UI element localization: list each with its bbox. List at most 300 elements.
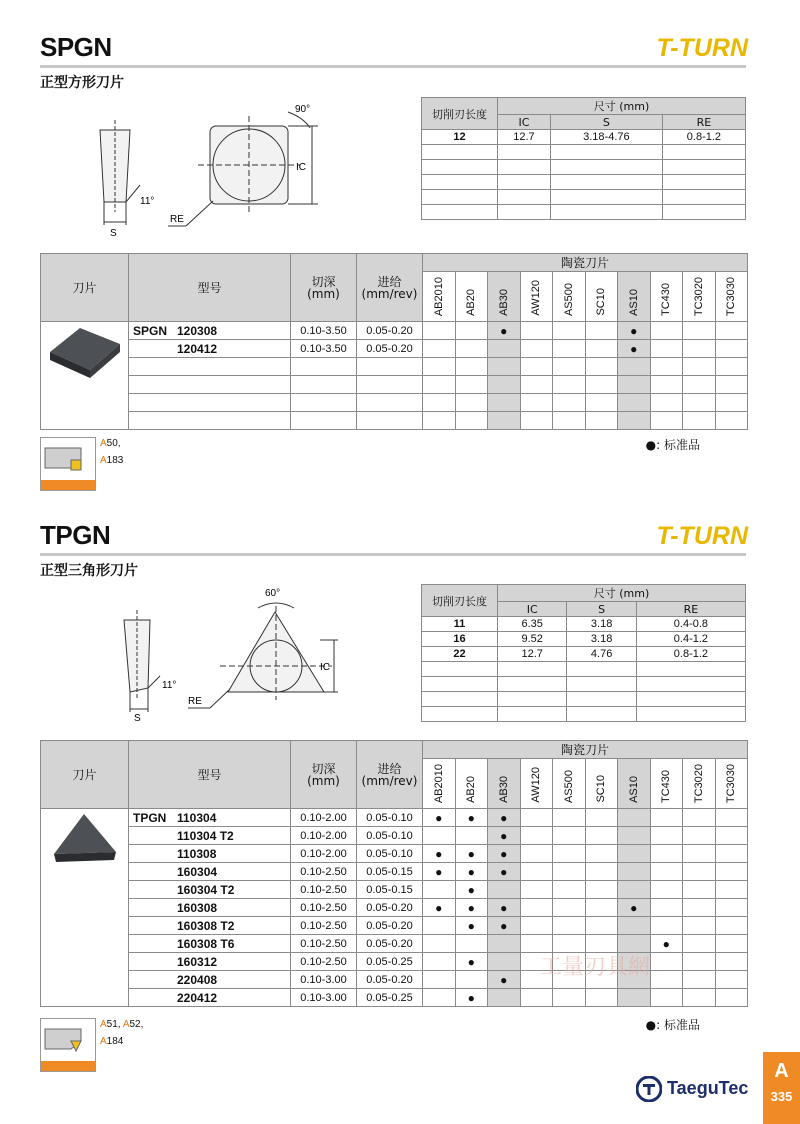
grade-mark-sc10 <box>585 899 618 917</box>
empty-cell <box>455 394 488 412</box>
re-label: RE <box>188 696 202 707</box>
spgn-insert-diagram <box>90 100 330 240</box>
empty-cell <box>662 145 745 160</box>
empty-cell <box>423 394 456 412</box>
grade-header-ab20 <box>455 272 488 322</box>
grade-label: SC10 <box>595 288 608 316</box>
dim-row-empty <box>422 160 746 175</box>
empty-cell <box>422 190 498 205</box>
header-re: RE <box>636 602 745 617</box>
empty-cell <box>498 175 551 190</box>
header-re: RE <box>662 115 745 130</box>
grade-mark-sc10 <box>585 827 618 845</box>
holder-reference-pages <box>100 1016 143 1050</box>
header-depth: 切深 (mm) <box>291 741 357 809</box>
grade-mark-tc430: ● <box>650 935 683 953</box>
section-subtitle: 正型三角形刀片 <box>40 563 138 579</box>
grade-mark-ab2010 <box>423 953 456 971</box>
grade-row-empty <box>41 376 748 394</box>
ic-cell: 6.35 <box>498 617 567 632</box>
model-cell <box>129 917 291 935</box>
grade-mark-ab20: ● <box>455 899 488 917</box>
page-number: 335 <box>770 1089 793 1104</box>
header-feed: 进给 (mm/rev) <box>357 254 423 322</box>
s-cell: 3.18-4.76 <box>550 130 662 145</box>
feed-cell: 0.05-0.20 <box>357 340 423 358</box>
grade-mark-ab30 <box>488 935 521 953</box>
grade-mark-aw120 <box>520 881 553 899</box>
depth-cell: 0.10-3.00 <box>291 989 357 1007</box>
dim-rows <box>422 130 746 220</box>
grade-mark-ab30: ● <box>488 809 521 827</box>
grade-mark-aw120 <box>520 809 553 827</box>
grade-mark-ab30 <box>488 989 521 1007</box>
empty-cell <box>129 376 291 394</box>
section-title: TPGN <box>40 520 111 550</box>
header-depth: 切深 (mm) <box>291 254 357 322</box>
grade-mark-as10 <box>618 827 651 845</box>
ref-letter: A <box>122 1019 130 1030</box>
grade-mark-tc3020 <box>683 935 716 953</box>
model-cell <box>129 881 291 899</box>
grade-mark-ab2010 <box>423 881 456 899</box>
re-cell: 0.8-1.2 <box>636 647 745 662</box>
grade-label: AS10 <box>627 289 640 316</box>
empty-cell <box>585 394 618 412</box>
grade-mark-aw120 <box>520 340 553 358</box>
ref-page: 184 <box>106 1036 124 1047</box>
header-ic: IC <box>498 602 567 617</box>
model-cell <box>129 953 291 971</box>
t-turn-logo: T-TURN <box>656 522 748 550</box>
empty-cell <box>553 394 586 412</box>
grade-mark-ab20: ● <box>455 953 488 971</box>
dim-row-empty <box>422 707 746 722</box>
dim-row <box>422 647 746 662</box>
empty-cell <box>715 358 748 376</box>
empty-cell <box>423 376 456 394</box>
header-insert: 刀片 <box>41 254 129 322</box>
watermark: 工量刃具網 <box>540 955 651 980</box>
grade-header-ab30 <box>488 272 521 322</box>
grade-header-sc10 <box>585 272 618 322</box>
grade-mark-as500 <box>553 827 586 845</box>
grade-mark-ab30: ● <box>488 863 521 881</box>
empty-cell <box>129 394 291 412</box>
grade-label: TC3020 <box>692 276 705 316</box>
model-code: 160312 <box>177 954 218 969</box>
grade-row <box>41 917 748 935</box>
grade-mark-ab2010 <box>423 989 456 1007</box>
grade-mark-ab30: ● <box>488 917 521 935</box>
grade-header-tc430 <box>650 272 683 322</box>
dim-row-empty <box>422 190 746 205</box>
grade-mark-sc10 <box>585 845 618 863</box>
grade-header-ab20 <box>455 759 488 809</box>
tpgn-insert-image <box>48 810 120 870</box>
grade-mark-tc430 <box>650 322 683 340</box>
empty-cell <box>455 376 488 394</box>
model-cell <box>129 971 291 989</box>
empty-cell <box>455 412 488 430</box>
dim-row-empty <box>422 175 746 190</box>
grade-mark-tc430 <box>650 917 683 935</box>
grade-label: AS500 <box>562 769 575 803</box>
empty-cell <box>422 205 498 220</box>
empty-cell <box>553 376 586 394</box>
holder-reference-icon <box>40 1018 96 1072</box>
grade-mark-as500 <box>553 322 586 340</box>
grade-row <box>41 899 748 917</box>
empty-cell <box>636 692 745 707</box>
empty-cell <box>291 394 357 412</box>
grade-mark-ab20: ● <box>455 917 488 935</box>
grade-mark-ab20: ● <box>455 881 488 899</box>
dim-row <box>422 632 746 647</box>
ref-letter: A <box>100 1036 107 1047</box>
grade-header-as10 <box>618 759 651 809</box>
empty-cell <box>550 175 662 190</box>
empty-cell <box>715 412 748 430</box>
ref-letter: A <box>100 438 107 449</box>
empty-cell <box>291 412 357 430</box>
grade-label: AB20 <box>465 289 478 316</box>
grade-label: AB2010 <box>432 276 445 316</box>
grade-mark-tc3030 <box>715 322 748 340</box>
grade-mark-tc3030 <box>715 827 748 845</box>
holder-reference-pages <box>100 435 123 469</box>
empty-cell <box>585 376 618 394</box>
grade-mark-aw120 <box>520 845 553 863</box>
grade-header <box>41 741 748 809</box>
empty-cell <box>498 662 567 677</box>
grade-mark-tc3020 <box>683 971 716 989</box>
empty-cell <box>662 160 745 175</box>
grade-mark-aw120 <box>520 827 553 845</box>
depth-cell: 0.10-3.50 <box>291 340 357 358</box>
feed-cell: 0.05-0.10 <box>357 809 423 827</box>
grade-mark-as10: ● <box>618 340 651 358</box>
empty-cell <box>488 376 521 394</box>
model-code: 110304 <box>177 810 217 825</box>
grade-rows <box>41 322 748 430</box>
empty-cell <box>422 677 498 692</box>
brand-name: TaeguTec <box>667 1077 749 1098</box>
grade-header-tc430 <box>650 759 683 809</box>
cutting-length-cell: 22 <box>422 647 498 662</box>
ref-letter: A <box>100 1019 107 1030</box>
empty-cell <box>636 707 745 722</box>
dim-row-empty <box>422 662 746 677</box>
grade-label: TC430 <box>660 282 673 316</box>
title-rule <box>40 65 746 68</box>
grade-mark-as500 <box>553 809 586 827</box>
taegutec-brand <box>636 1076 748 1102</box>
t-turn-logo: T-TURN <box>656 34 748 62</box>
grade-row-empty <box>41 412 748 430</box>
grade-label: TC430 <box>660 769 673 803</box>
empty-cell <box>550 190 662 205</box>
header-s: S <box>550 115 662 130</box>
model-code: 160308 <box>177 900 218 915</box>
grade-mark-aw120 <box>520 863 553 881</box>
empty-cell <box>567 707 636 722</box>
empty-cell <box>683 394 716 412</box>
empty-cell <box>567 692 636 707</box>
header-ceramic: 陶瓷刀片 <box>423 741 748 759</box>
empty-cell <box>498 707 567 722</box>
grade-mark-ab20: ● <box>455 863 488 881</box>
angle-label: 90° <box>295 104 311 115</box>
empty-cell <box>422 160 498 175</box>
ic-cell: 12.7 <box>498 130 551 145</box>
empty-cell <box>291 358 357 376</box>
grade-mark-as500 <box>553 917 586 935</box>
model-cell <box>129 827 291 845</box>
grade-mark-ab30 <box>488 881 521 899</box>
grade-mark-tc430 <box>650 971 683 989</box>
re-label: RE <box>170 214 184 225</box>
grade-row-empty <box>41 394 748 412</box>
empty-cell <box>357 394 423 412</box>
empty-cell <box>650 376 683 394</box>
grade-mark-ab30 <box>488 953 521 971</box>
grade-label: AB2010 <box>432 763 445 803</box>
grade-mark-tc430 <box>650 845 683 863</box>
header-model: 型号 <box>129 254 291 322</box>
grade-mark-tc3030 <box>715 971 748 989</box>
holder-reference-icon <box>40 437 96 491</box>
empty-cell <box>650 412 683 430</box>
grade-mark-tc430 <box>650 899 683 917</box>
grade-mark-as10 <box>618 845 651 863</box>
grade-mark-ab2010: ● <box>423 845 456 863</box>
legend-standard: ●: 标准品 <box>645 1018 700 1032</box>
grade-row <box>41 322 748 340</box>
grade-mark-ab30: ● <box>488 322 521 340</box>
grade-mark-as10 <box>618 917 651 935</box>
dim-rows <box>422 617 746 722</box>
grade-label: TC3020 <box>692 763 705 803</box>
grade-mark-tc3030 <box>715 845 748 863</box>
grade-row <box>41 989 748 1007</box>
empty-cell <box>553 358 586 376</box>
header-ceramic: 陶瓷刀片 <box>423 254 748 272</box>
grade-mark-as500 <box>553 881 586 899</box>
grade-mark-ab2010 <box>423 322 456 340</box>
grade-label: AW120 <box>530 280 543 316</box>
cutting-length-cell: 16 <box>422 632 498 647</box>
grade-row <box>41 827 748 845</box>
grade-mark-tc430 <box>650 340 683 358</box>
grade-mark-ab2010 <box>423 827 456 845</box>
dim-row-empty <box>422 692 746 707</box>
model-code: 160308 T2 <box>177 918 235 933</box>
re-cell: 0.8-1.2 <box>662 130 745 145</box>
empty-cell <box>550 145 662 160</box>
empty-cell <box>422 145 498 160</box>
header-cutting-length: 切削刃长度 <box>422 98 498 130</box>
grade-mark-ab20: ● <box>455 845 488 863</box>
grade-mark-tc3020 <box>683 881 716 899</box>
grade-header-sc10 <box>585 759 618 809</box>
empty-cell <box>683 358 716 376</box>
grade-mark-tc430 <box>650 809 683 827</box>
grade-mark-sc10 <box>585 809 618 827</box>
model-code: 220408 <box>177 972 218 987</box>
model-prefix: TPGN <box>133 810 167 825</box>
grade-mark-ab2010 <box>423 917 456 935</box>
depth-cell: 0.10-2.50 <box>291 917 357 935</box>
grade-mark-tc430 <box>650 881 683 899</box>
grade-label: TC3030 <box>725 276 738 316</box>
model-cell <box>129 340 291 358</box>
header-cutting-length: 切削刃长度 <box>422 585 498 617</box>
grade-label: AW120 <box>530 767 543 803</box>
ic-label: IC <box>320 662 330 673</box>
empty-cell <box>662 205 745 220</box>
empty-cell <box>422 175 498 190</box>
empty-cell <box>357 376 423 394</box>
model-code: 160304 T2 <box>177 882 235 897</box>
grade-header-ab30 <box>488 759 521 809</box>
header-row <box>41 741 748 759</box>
grade-mark-tc3020 <box>683 809 716 827</box>
feed-cell: 0.05-0.20 <box>357 971 423 989</box>
grade-mark-tc3020 <box>683 953 716 971</box>
cutting-length-cell: 12 <box>422 130 498 145</box>
grade-header-aw120 <box>520 272 553 322</box>
grade-mark-tc3030 <box>715 899 748 917</box>
grade-mark-tc3030 <box>715 953 748 971</box>
grade-mark-tc430 <box>650 863 683 881</box>
grade-mark-aw120 <box>520 917 553 935</box>
header-model: 型号 <box>129 741 291 809</box>
legend-standard: ●: 标准品 <box>645 438 700 452</box>
grade-label: AB20 <box>465 776 478 803</box>
grade-mark-ab2010 <box>423 340 456 358</box>
grade-mark-tc430 <box>650 989 683 1007</box>
empty-cell <box>498 145 551 160</box>
grade-mark-ab2010 <box>423 971 456 989</box>
grade-mark-ab20 <box>455 322 488 340</box>
header-size: 尺寸 (mm) <box>498 585 746 602</box>
angle-label: 60° <box>265 588 281 599</box>
spgn-grade-table <box>40 253 748 430</box>
feed-cell: 0.05-0.20 <box>357 899 423 917</box>
grade-header-aw120 <box>520 759 553 809</box>
grade-mark-as500 <box>553 899 586 917</box>
spgn-insert-image <box>46 322 124 382</box>
grade-mark-tc430 <box>650 827 683 845</box>
grade-mark-tc3020 <box>683 863 716 881</box>
model-cell <box>129 863 291 881</box>
grade-label: SC10 <box>595 775 608 803</box>
feed-cell: 0.05-0.15 <box>357 863 423 881</box>
re-cell: 0.4-1.2 <box>636 632 745 647</box>
grade-mark-ab20 <box>455 935 488 953</box>
empty-cell <box>498 190 551 205</box>
grade-mark-ab30: ● <box>488 827 521 845</box>
depth-cell: 0.10-2.00 <box>291 845 357 863</box>
grade-row <box>41 809 748 827</box>
grade-mark-as500 <box>553 845 586 863</box>
ref-page: 51, <box>106 1019 123 1030</box>
grade-label: TC3030 <box>725 763 738 803</box>
grade-header-tc3030 <box>715 759 748 809</box>
dim-row-empty <box>422 205 746 220</box>
grade-mark-sc10 <box>585 863 618 881</box>
grade-mark-sc10 <box>585 340 618 358</box>
grade-header <box>41 254 748 322</box>
grade-mark-ab2010: ● <box>423 809 456 827</box>
section-title: SPGN <box>40 32 112 62</box>
model-code: 160304 <box>177 864 218 879</box>
model-cell <box>129 809 291 827</box>
empty-cell <box>498 205 551 220</box>
empty-cell <box>488 412 521 430</box>
s-cell: 4.76 <box>567 647 636 662</box>
grade-label: AB30 <box>497 289 510 316</box>
header-insert: 刀片 <box>41 741 129 809</box>
model-cell <box>129 935 291 953</box>
empty-cell <box>553 412 586 430</box>
grade-mark-sc10 <box>585 322 618 340</box>
empty-cell <box>550 160 662 175</box>
empty-cell <box>422 707 498 722</box>
grade-header-ab2010 <box>423 272 456 322</box>
page-tab-letter: A <box>774 1060 789 1082</box>
grade-mark-tc3020 <box>683 917 716 935</box>
grade-header-ab2010 <box>423 759 456 809</box>
depth-cell: 0.10-2.50 <box>291 881 357 899</box>
model-code: 160308 T6 <box>177 936 235 951</box>
empty-cell <box>498 692 567 707</box>
empty-cell <box>618 376 651 394</box>
grade-mark-as10 <box>618 809 651 827</box>
empty-cell <box>129 412 291 430</box>
relief-label: 11° <box>162 680 177 691</box>
grade-mark-ab20 <box>455 340 488 358</box>
grade-mark-ab30: ● <box>488 971 521 989</box>
grade-header-as10 <box>618 272 651 322</box>
section-subtitle: 正型方形刀片 <box>40 75 124 91</box>
grade-mark-aw120 <box>520 899 553 917</box>
feed-cell: 0.05-0.25 <box>357 989 423 1007</box>
grade-mark-tc3030 <box>715 809 748 827</box>
grade-mark-ab20: ● <box>455 989 488 1007</box>
grade-mark-ab2010 <box>423 935 456 953</box>
empty-cell <box>683 412 716 430</box>
empty-cell <box>715 394 748 412</box>
depth-cell: 0.10-2.50 <box>291 863 357 881</box>
s-cell: 3.18 <box>567 617 636 632</box>
grade-label: AS500 <box>562 282 575 316</box>
grade-mark-as10 <box>618 881 651 899</box>
ic-cell: 9.52 <box>498 632 567 647</box>
grade-mark-ab30: ● <box>488 899 521 917</box>
tpgn-dimension-table <box>421 584 746 722</box>
empty-cell <box>567 662 636 677</box>
grade-row-empty <box>41 358 748 376</box>
dim-row-empty <box>422 145 746 160</box>
grade-mark-ab2010: ● <box>423 863 456 881</box>
feed-cell: 0.05-0.15 <box>357 881 423 899</box>
grade-mark-tc3020 <box>683 899 716 917</box>
ic-label: IC <box>296 162 306 173</box>
tpgn-insert-diagram <box>110 584 340 724</box>
grade-row <box>41 340 748 358</box>
